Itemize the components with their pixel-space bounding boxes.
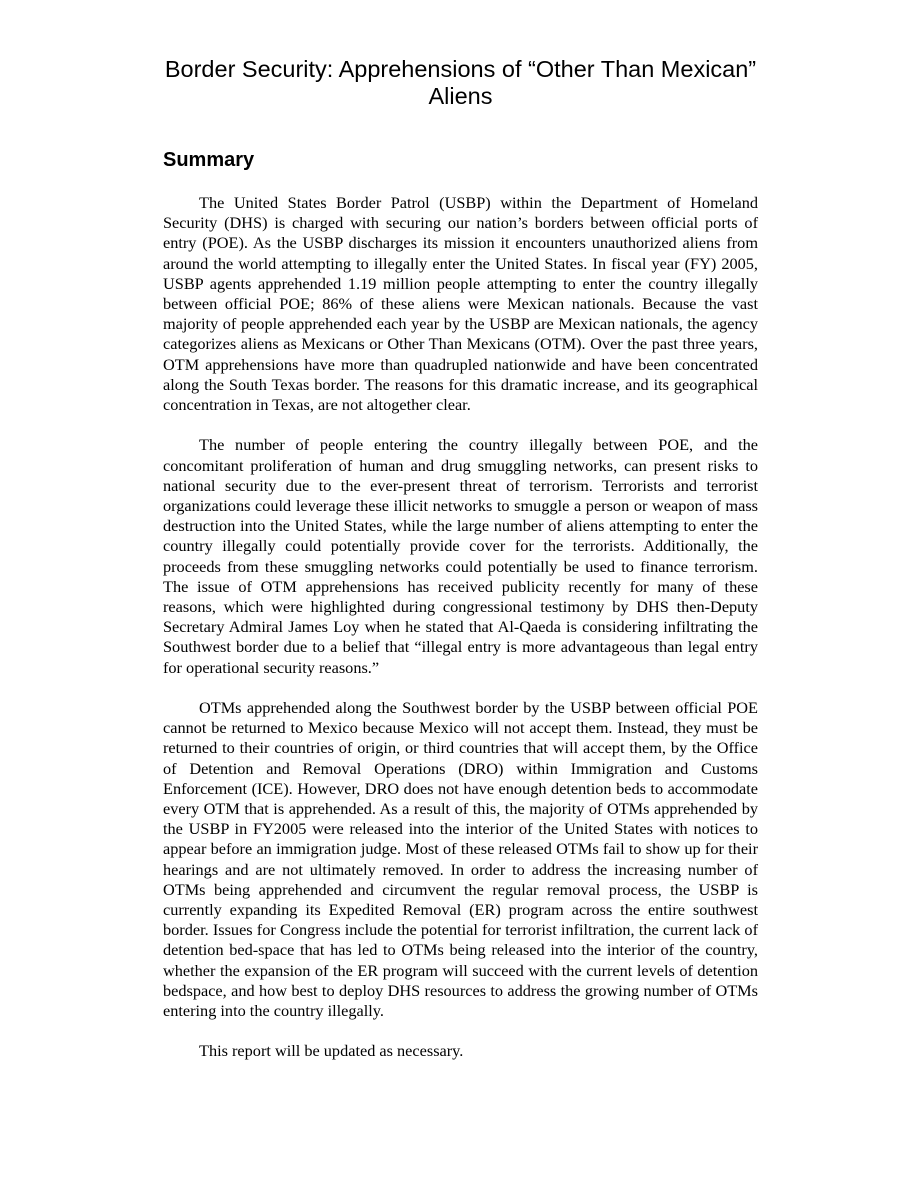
section-heading-summary: Summary xyxy=(163,149,255,171)
summary-paragraph-2: The number of people entering the country illegally between POE, and the concomitant proliferation of human and drug smuggling networks, can present risks to national security due to the ever-present threat of terrorism. Terrorists and terrorist organizations could leverage these illicit networks to smuggle a person or weapon of mass destruction into the United States, while the large number of aliens attempting to enter the country illegally could potentially provide cover for the terrorists. Additionally, the proceeds from these smuggling networks could potentially be used to finance terrorism. The issue of OTM apprehensions has received publicity recently for many of these reasons, which were highlighted during congressional testimony by DHS then-Deputy Secretary Admiral James Loy when he stated that Al-Qaeda is considering infiltrating the Southwest border due to a belief that “illegal entry is more advantageous than legal entry for operational security reasons.” xyxy=(163,435,758,677)
summary-body xyxy=(163,193,758,1062)
summary-paragraph-4: This report will be updated as necessary. xyxy=(199,1041,464,1061)
document-title: Border Security: Apprehensions of “Other Than Mexican” Aliens xyxy=(164,56,757,109)
summary-paragraph-3: OTMs apprehended along the Southwest border by the USBP between official POE cannot be returned to Mexico because Mexico will not accept them. Instead, they must be returned to their countries of origin, or third countries that will accept them, by the Office of Detention and Removal Operations (DRO) within Immigration and Customs Enforcement (ICE). However, DRO does not have enough detention beds to accommodate every OTM that is apprehended. As a result of this, the majority of OTMs apprehended by the USBP in FY2005 were released into the interior of the United States with notices to appear before an immigration judge. Most of these released OTMs fail to show up for their hearings and are not ultimately removed. In order to address the increasing number of OTMs being apprehended and circumvent the regular removal process, the USBP is currently expanding its Expedited Removal (ER) program across the entire southwest border. Issues for Congress include the potential for terrorist infiltration, the current lack of detention bed-space that has led to OTMs being released into the interior of the country, whether the expansion of the ER program will succeed with the current levels of detention bedspace, and how best to deploy DHS resources to address the growing number of OTMs entering into the country illegally. xyxy=(163,698,758,1021)
summary-paragraph-1: The United States Border Patrol (USBP) within the Department of Homeland Security (DHS) is charged with securing our nation’s borders between official ports of entry (POE). As the USBP discharges its mission it encounters unauthorized aliens from around the world attempting to illegally enter the United States. In fiscal year (FY) 2005, USBP agents apprehended 1.19 million people attempting to enter the country illegally between official POE; 86% of these aliens were Mexican nationals. Because the vast majority of people apprehended each year by the USBP are Mexican nationals, the agency categorizes aliens as Mexicans or Other Than Mexicans (OTM). Over the past three years, OTM apprehensions have more than quadrupled nationwide and have been concentrated along the South Texas border. The reasons for this dramatic increase, and its geographical concentration in Texas, are not altogether clear. xyxy=(163,193,758,415)
